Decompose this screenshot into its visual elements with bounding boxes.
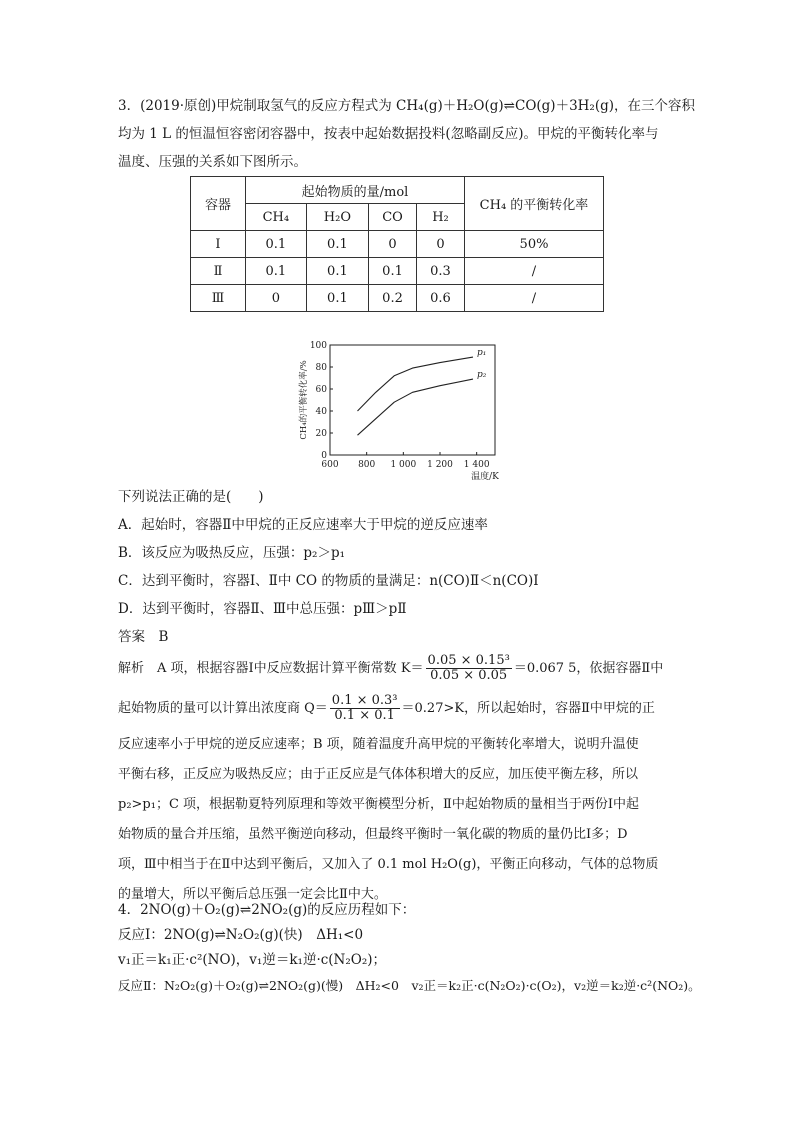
- cell: 0.1: [306, 258, 368, 285]
- x-tick-label: 1 400: [463, 460, 490, 470]
- analysis-line-8: 的量增大，所以平衡后总压强一定会比Ⅱ中大。: [118, 887, 387, 902]
- cell: 0.3: [416, 258, 464, 285]
- cell: 0.2: [369, 285, 417, 312]
- answer-line: [118, 623, 690, 651]
- analysis-line-2: [118, 688, 690, 730]
- analysis-label: 解析: [118, 661, 145, 676]
- cell: 0: [416, 231, 464, 258]
- row-label: Ⅲ: [191, 285, 246, 312]
- plot-frame: [330, 345, 495, 455]
- y-axis-label: CH₄的平衡转化率/%: [299, 360, 309, 440]
- x-tick-label: 1 000: [390, 460, 417, 470]
- row-label: Ⅰ: [191, 231, 246, 258]
- option-b: B．该反应为吸热反应，压强：p₂＞p₁: [118, 545, 346, 561]
- y-tick-label: 0: [321, 451, 327, 461]
- y-tick-label: 20: [315, 429, 327, 439]
- q3-line-2: 均为 1 L 的恒温恒容密闭容器中，按表中起始数据投料(忽略副反应)。甲烷的平衡转化率与: [118, 126, 659, 142]
- q3-line-3: 温度、压强的关系如下图所示。: [118, 154, 307, 170]
- series-label-1: p₁: [477, 348, 487, 359]
- question-stem: 下列说法正确的是( ): [118, 489, 264, 505]
- analysis-text: 起始物质的量可以计算出浓度商 Q＝: [118, 701, 328, 716]
- option-a: A．起始时，容器Ⅱ中甲烷的正反应速率大于甲烷的逆反应速率: [118, 517, 488, 533]
- cell: 0.1: [369, 258, 417, 285]
- table-row: [191, 258, 604, 285]
- cell: 0: [369, 231, 417, 258]
- cell: 0.1: [246, 258, 307, 285]
- cell: 0.1: [306, 231, 368, 258]
- question-4: [118, 898, 718, 998]
- analysis-line-7: 项，Ⅲ中相当于在Ⅱ中达到平衡后，又加入了 0.1 mol H₂O(g)，平衡正向移动，气体的总物质: [118, 857, 659, 872]
- x-axis-label: 温度/K: [471, 472, 499, 482]
- series-line-1: [358, 357, 474, 411]
- cell: 0.1: [306, 285, 368, 312]
- option-c: C．达到平衡时，容器Ⅰ、Ⅱ中 CO 的物质的量满足：n(CO)Ⅱ＜n(CO)Ⅰ: [118, 573, 539, 589]
- series-line-2: [358, 379, 474, 435]
- q4-line-3: v₁正＝k₁正·c²(NO)，v₁逆＝k₁逆·c(N₂O₂)；: [118, 952, 387, 968]
- y-tick-label: 80: [315, 363, 327, 373]
- analysis-line-4: 平衡右移，正反应为吸热反应；由于正反应是气体体积增大的反应，加压使平衡左移，所以: [118, 767, 639, 782]
- answer-value: B: [158, 629, 169, 645]
- analysis-line-1: [118, 650, 690, 688]
- table-row: [191, 231, 604, 258]
- analysis-text: ＝0.27>K，所以起始时，容器Ⅱ中甲烷的正: [401, 701, 655, 716]
- q-numerator: 0.1 × 0.3³: [331, 693, 398, 708]
- cell: 0.1: [246, 231, 307, 258]
- q-fraction: [330, 694, 400, 723]
- q4-line-1: 4．2NO(g)＋O₂(g)⇌2NO₂(g)的反应历程如下：: [118, 902, 416, 918]
- analysis-line-3: 反应速率小于甲烷的逆反应速率；B 项，随着温度升高甲烷的平衡转化率增大，说明升温使: [118, 737, 639, 752]
- k-numerator: 0.05 × 0.15³: [427, 653, 510, 668]
- k-fraction: [426, 654, 512, 683]
- x-tick-label: 800: [358, 460, 376, 470]
- col-ch4: CH₄: [246, 204, 307, 231]
- q4-line-2: 反应Ⅰ：2NO(g)⇌N₂O₂(g)(快) ΔH₁<0: [118, 927, 364, 943]
- col-co: CO: [369, 204, 417, 231]
- header-container: 容器: [191, 177, 246, 231]
- cell: /: [465, 258, 604, 285]
- analysis-line-6: 始物质的量合并压缩，虽然平衡逆向移动，但最终平衡时一氧化碳的物质的量仍比Ⅰ多；D: [118, 827, 628, 842]
- k-denominator: 0.05 × 0.05: [430, 668, 508, 683]
- cell: 0.6: [416, 285, 464, 312]
- initial-data-table: [190, 176, 604, 312]
- series-label-2: p₂: [477, 370, 487, 381]
- question-3-intro: [118, 92, 696, 176]
- x-tick-label: 600: [321, 460, 339, 470]
- question-options: [118, 483, 690, 651]
- row-label: Ⅱ: [191, 258, 246, 285]
- col-h2o: H₂O: [306, 204, 368, 231]
- q3-line-1: 3．(2019·原创)甲烷制取氢气的反应方程式为 CH₄(g)＋H₂O(g)⇌CO(g)＋3H₂(g)，在三个容积: [118, 98, 696, 114]
- x-tick-label: 1 200: [427, 460, 453, 470]
- answer-label: 答案: [118, 629, 145, 645]
- q4-line-4: 反应Ⅱ：N₂O₂(g)＋O₂(g)⇌2NO₂(g)(慢) ΔH₂<0 v₂正＝k₂正·c(N₂O₂)·c(O₂)，v₂逆＝k₂逆·c²(NO₂)。: [118, 978, 701, 993]
- header-start-amount: 起始物质的量/mol: [246, 177, 465, 204]
- y-tick-label: 40: [315, 407, 327, 417]
- y-tick-label: 100: [309, 341, 327, 351]
- header-conversion: CH₄ 的平衡转化率: [465, 177, 604, 231]
- cell: 50%: [465, 231, 604, 258]
- conversion-chart: [290, 335, 510, 485]
- cell: /: [465, 285, 604, 312]
- analysis-text: ＝0.067 5，依据容器Ⅱ中: [513, 661, 664, 676]
- analysis-line-5: p₂>p₁；C 项，根据勒夏特列原理和等效平衡模型分析，Ⅱ中起始物质的量相当于两份Ⅰ中起: [118, 797, 640, 812]
- y-tick-label: 60: [315, 385, 327, 395]
- table-row: [191, 285, 604, 312]
- q-denominator: 0.1 × 0.1: [334, 708, 395, 723]
- analysis-text: A 项，根据容器Ⅰ中反应数据计算平衡常数 K＝: [157, 661, 424, 676]
- option-d: D．达到平衡时，容器Ⅱ、Ⅲ中总压强：pⅢ＞pⅡ: [118, 601, 407, 617]
- cell: 0: [246, 285, 307, 312]
- analysis-block: [118, 650, 690, 910]
- col-h2: H₂: [416, 204, 464, 231]
